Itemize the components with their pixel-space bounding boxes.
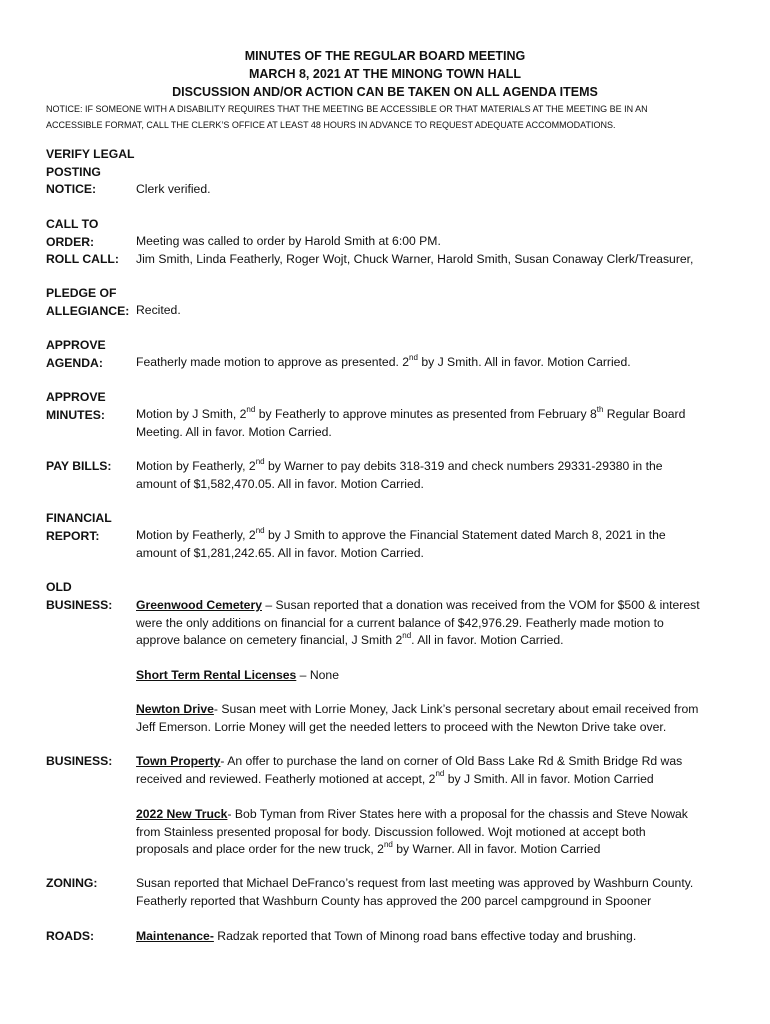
section-label-agenda: APPROVE AGENDA: xyxy=(46,338,106,370)
cemetery-heading: Greenwood Cemetery xyxy=(136,598,262,612)
maintenance-heading: Maintenance- xyxy=(136,929,214,943)
section-label-financial: FINANCIAL REPORT: xyxy=(46,511,112,543)
section-label-old-business: OLD BUSINESS: xyxy=(46,580,113,612)
rental-heading: Short Term Rental Licenses xyxy=(136,668,297,682)
section-label-posting: VERIFY LEGAL POSTING NOTICE: xyxy=(46,147,135,196)
pay-bills-text: Motion by Featherly, 2nd by Warner to pay debits 318-319 and check numbers 29331-29380 in the amount of $1,582,470.05. All in favor. Motion Carried. xyxy=(136,456,663,491)
newton-heading: Newton Drive xyxy=(136,702,214,716)
roll-call-text: Jim Smith, Linda Featherly, Roger Wojt, Chuck Warner, Harold Smith, Susan Conaway Clerk/Treasurer, xyxy=(136,252,694,266)
old-business-newton: Newton Drive- Susan meet with Lorrie Money, Jack Link’s personal secretary about email received from Jeff Emerson. Lorrie Money will get the needed letters to proceed with the Newton Drive take over. xyxy=(136,702,699,734)
minutes-text: Motion by J Smith, 2nd by Featherly to approve minutes as presented from February 8th Regular Board Meeting. All in favor. Motion Carried. xyxy=(136,404,686,439)
accessibility-notice-line2: ACCESSIBLE FORMAT, CALL THE CLERK’S OFFICE AT LEAST 48 HOURS IN ADVANCE TO REQUEST ADEQUATE ACCOMMODATIONS. xyxy=(46,120,616,130)
property-heading: Town Property xyxy=(136,754,221,768)
business-property: Town Property- An offer to purchase the land on corner of Old Bass Lake Rd & Smith Bridge Rd was received and reviewed. Featherly motioned at accept, 2nd by J Smith. All in favor. Motion Carried xyxy=(136,754,683,786)
financial-text: Motion by Featherly, 2nd by J Smith to approve the Financial Statement dated March 8, 2021 in the amount of $1,281,242.65. All in favor. Motion Carried. xyxy=(136,525,666,560)
section-label-pay-bills: PAY BILLS: xyxy=(46,459,112,473)
agenda-text: Featherly made motion to approve as presented. 2nd by J Smith. All in favor. Motion Carried. xyxy=(136,352,631,369)
old-business-rental: Short Term Rental Licenses – None xyxy=(136,668,339,682)
zoning-text: Susan reported that Michael DeFranco’s request from last meeting was approved by Washburn County. Featherly reported that Washburn County has approved the 200 parcel campground in Spooner xyxy=(136,876,694,908)
call-to-order-text: Meeting was called to order by Harold Smith at 6:00 PM. xyxy=(136,234,441,248)
roads-text: Maintenance- Radzak reported that Town of Minong road bans effective today and brushing. xyxy=(136,929,637,943)
truck-heading: 2022 New Truck xyxy=(136,807,228,821)
accessibility-notice-line1: NOTICE: IF SOMEONE WITH A DISABILITY REQUIRES THAT THE MEETING BE ACCESSIBLE OR THAT MATERIALS AT THE MEETING BE IN AN xyxy=(46,104,648,114)
document-title: MINUTES OF THE REGULAR BOARD MEETING xyxy=(244,49,526,63)
section-label-call-to-order: CALL TO ORDER: xyxy=(46,217,99,249)
section-label-roads: ROADS: xyxy=(46,929,95,943)
section-label-zoning: ZONING: xyxy=(46,876,98,890)
pledge-text: Recited. xyxy=(136,303,181,317)
section-label-business: BUSINESS: xyxy=(46,754,113,768)
section-label-minutes: APPROVE MINUTES: xyxy=(46,390,106,422)
posting-text: Clerk verified. xyxy=(136,182,211,196)
old-business-cemetery: Greenwood Cemetery – Susan reported that a donation was received from the VOM for $500 & interest were the only additions on financial for a current balance of $42,976.29. Featherly made motion to approve balance on cemetery financial, J Smith 2nd. All in favor. Motion Carried. xyxy=(136,598,700,647)
business-truck: 2022 New Truck- Bob Tyman from River States here with a proposal for the chassis and Steve Nowak from Stainless presented proposal for body. Discussion followed. Wojt motioned at accept both proposals and place order for the new truck, 2nd by Warner. All in favor. Motion Carried xyxy=(136,807,688,856)
section-label-roll-call: ROLL CALL: xyxy=(46,252,119,266)
document-subtitle: DISCUSSION AND/OR ACTION CAN BE TAKEN ON ALL AGENDA ITEMS xyxy=(172,85,598,99)
section-label-pledge: PLEDGE OF ALLEGIANCE: xyxy=(46,286,130,318)
document-date-location: MARCH 8, 2021 AT THE MINONG TOWN HALL xyxy=(248,67,521,81)
